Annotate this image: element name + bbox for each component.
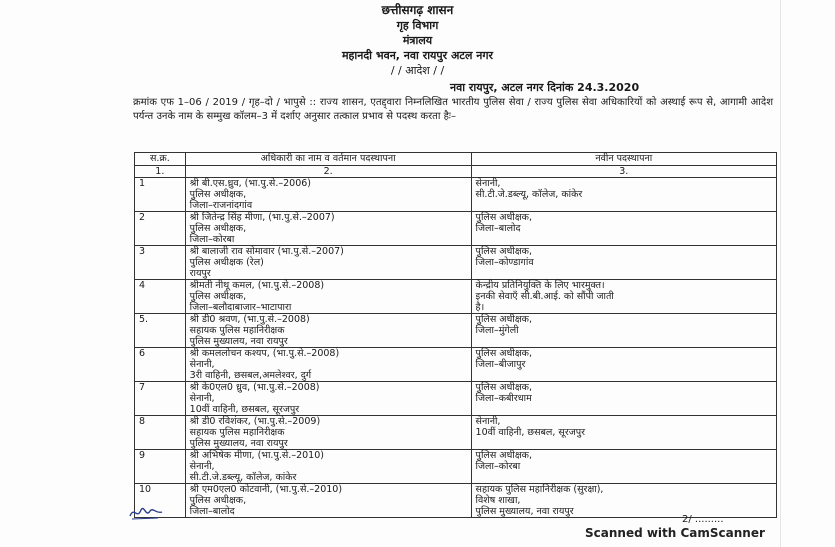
header-order-title: / / आदेश / / (390, 64, 445, 77)
scan-edge (780, 0, 781, 547)
col-header-new-posting: नवीन पदस्थापना (471, 153, 776, 166)
posting-table (134, 152, 777, 518)
cell-officer: श्री जितेन्द्र सिंह मीणा, (भा.पु.से.–2007) पुलिस अधीक्षक, जिला–कोरबा (185, 212, 471, 246)
table-row (135, 314, 777, 348)
order-paragraph: क्रमांक एफ 1–06 / 2019 / गृह–दो / भापुसे :: राज्य शासन, एतद्द्वारा निम्नलिखित भारतीय पुलिस सेवा / राज्य पुलिस सेवा अधिकारियों को अस्थाई रूप से, आगामी आदेश पर्यन्त उनके नाम के सम्मुख कॉलम–3 में दर्शाए अनुसार तत्काल प्रभाव से पदस्थ करता हैः– (133, 97, 773, 122)
cell-serial: 5. (135, 314, 186, 348)
table-row (135, 178, 777, 212)
cell-new-posting: पुलिस अधीक्षक, जिला–कोण्डागांव (471, 246, 776, 280)
cell-officer: श्री डी0 श्रवण, (भा.पु.से.–2008) सहायक पुलिस महानिरीक्षक पुलिस मुख्यालय, नवा रायपुर (185, 314, 471, 348)
scanner-watermark: Scanned with CamScanner (585, 526, 765, 540)
col-number-1: 1. (135, 166, 186, 178)
col-number-3: 3. (471, 166, 776, 178)
col-header-officer: अधिकारी का नाम व वर्तमान पदस्थापना (185, 153, 471, 166)
header-government: छत्तीसगढ़ शासन (381, 3, 454, 17)
initials-signature (128, 502, 168, 522)
cell-serial: 7 (135, 382, 186, 416)
dateline: नवा रायपुर, अटल नगर दिनांक 24.3.2020 (450, 81, 640, 94)
cell-serial: 8 (135, 416, 186, 450)
cell-serial: 10 (135, 484, 186, 518)
table-row (135, 382, 777, 416)
cell-officer: श्री डी0 रविशंकर, (भा.पु.से.–2009) सहायक पुलिस महानिरीक्षक पुलिस मुख्यालय, नवा रायपुर (185, 416, 471, 450)
cell-new-posting: पुलिस अधीक्षक, जिला–बीजापुर (471, 348, 776, 382)
table-body (135, 178, 777, 518)
table-row (135, 280, 777, 314)
cell-officer: श्रीमती नीथू कमल, (भा.पु.से.–2008) पुलिस अधीक्षक, जिला–बलौदाबाजार–भाटापारा (185, 280, 471, 314)
table-row (135, 450, 777, 484)
cell-new-posting: केन्द्रीय प्रतिनियुक्ति के लिए भारमुक्त। इनकी सेवाएँ सी.बी.आई. को सौंपी जाती है। (471, 280, 776, 314)
cell-officer: श्री बी.एस.ध्रुव, (भा.पु.से.–2006) पुलिस अधीक्षक, जिला–राजनांदगांव (185, 178, 471, 212)
cell-new-posting: पुलिस अधीक्षक, जिला–मुंगेली (471, 314, 776, 348)
cell-officer: श्री कमललोचन कश्यप, (भा.पु.से.–2008) सेनानी, 3री वाहिनी, छसबल,अमलेश्वर, दुर्ग (185, 348, 471, 382)
table-row (135, 246, 777, 280)
cell-officer: श्री बालाजी राव सोमावार (भा.पु.से.–2007) पुलिस अधीक्षक (रेल) रायपुर (185, 246, 471, 280)
header-address: महानदी भवन, नवा रायपुर अटल नगर (341, 49, 494, 62)
cell-new-posting: सेनानी, 10वीं वाहिनी, छसबल, सूरजपुर (471, 416, 776, 450)
cell-serial: 6 (135, 348, 186, 382)
page-number: 2/ ......... (682, 514, 724, 525)
cell-serial: 9 (135, 450, 186, 484)
table-row (135, 416, 777, 450)
col-header-serial: स.क्र. (135, 153, 186, 166)
cell-new-posting: सेनानी, सी.टी.जे.डब्ल्यू, कॉलेज, कांकेर (471, 178, 776, 212)
cell-serial: 1 (135, 178, 186, 212)
header-ministry: मंत्रालय (402, 34, 433, 47)
cell-serial: 3 (135, 246, 186, 280)
cell-new-posting: पुलिस अधीक्षक, जिला–कबीरधाम (471, 382, 776, 416)
cell-officer: श्री के0एल0 ध्रुव, (भा.पु.से.–2008) सेनानी, 10वीं वाहिनी, छसबल, सूरजपुर (185, 382, 471, 416)
table-row (135, 484, 777, 518)
cell-officer: श्री अभिषेक मीणा, (भा.पु.से.–2010) सेनानी, सी.टी.जे.डब्ल्यू, कॉलेज, कांकेर (185, 450, 471, 484)
cell-officer: श्री एम0एल0 कोटवानी, (भा.पु.से.–2010) पुलिस अधीक्षक, जिला–बालोद (185, 484, 471, 518)
cell-new-posting: सहायक पुलिस महानिरीक्षक (सुरक्षा), विशेष शाखा, पुलिस मुख्यालय, नवा रायपुर (471, 484, 776, 518)
header-department: गृह विभाग (396, 19, 439, 32)
table-row (135, 212, 777, 246)
col-number-2: 2. (185, 166, 471, 178)
table-row (135, 348, 777, 382)
cell-new-posting: पुलिस अधीक्षक, जिला–कोरबा (471, 450, 776, 484)
cell-new-posting: पुलिस अधीक्षक, जिला–बालोद (471, 212, 776, 246)
cell-serial: 4 (135, 280, 186, 314)
cell-serial: 2 (135, 212, 186, 246)
